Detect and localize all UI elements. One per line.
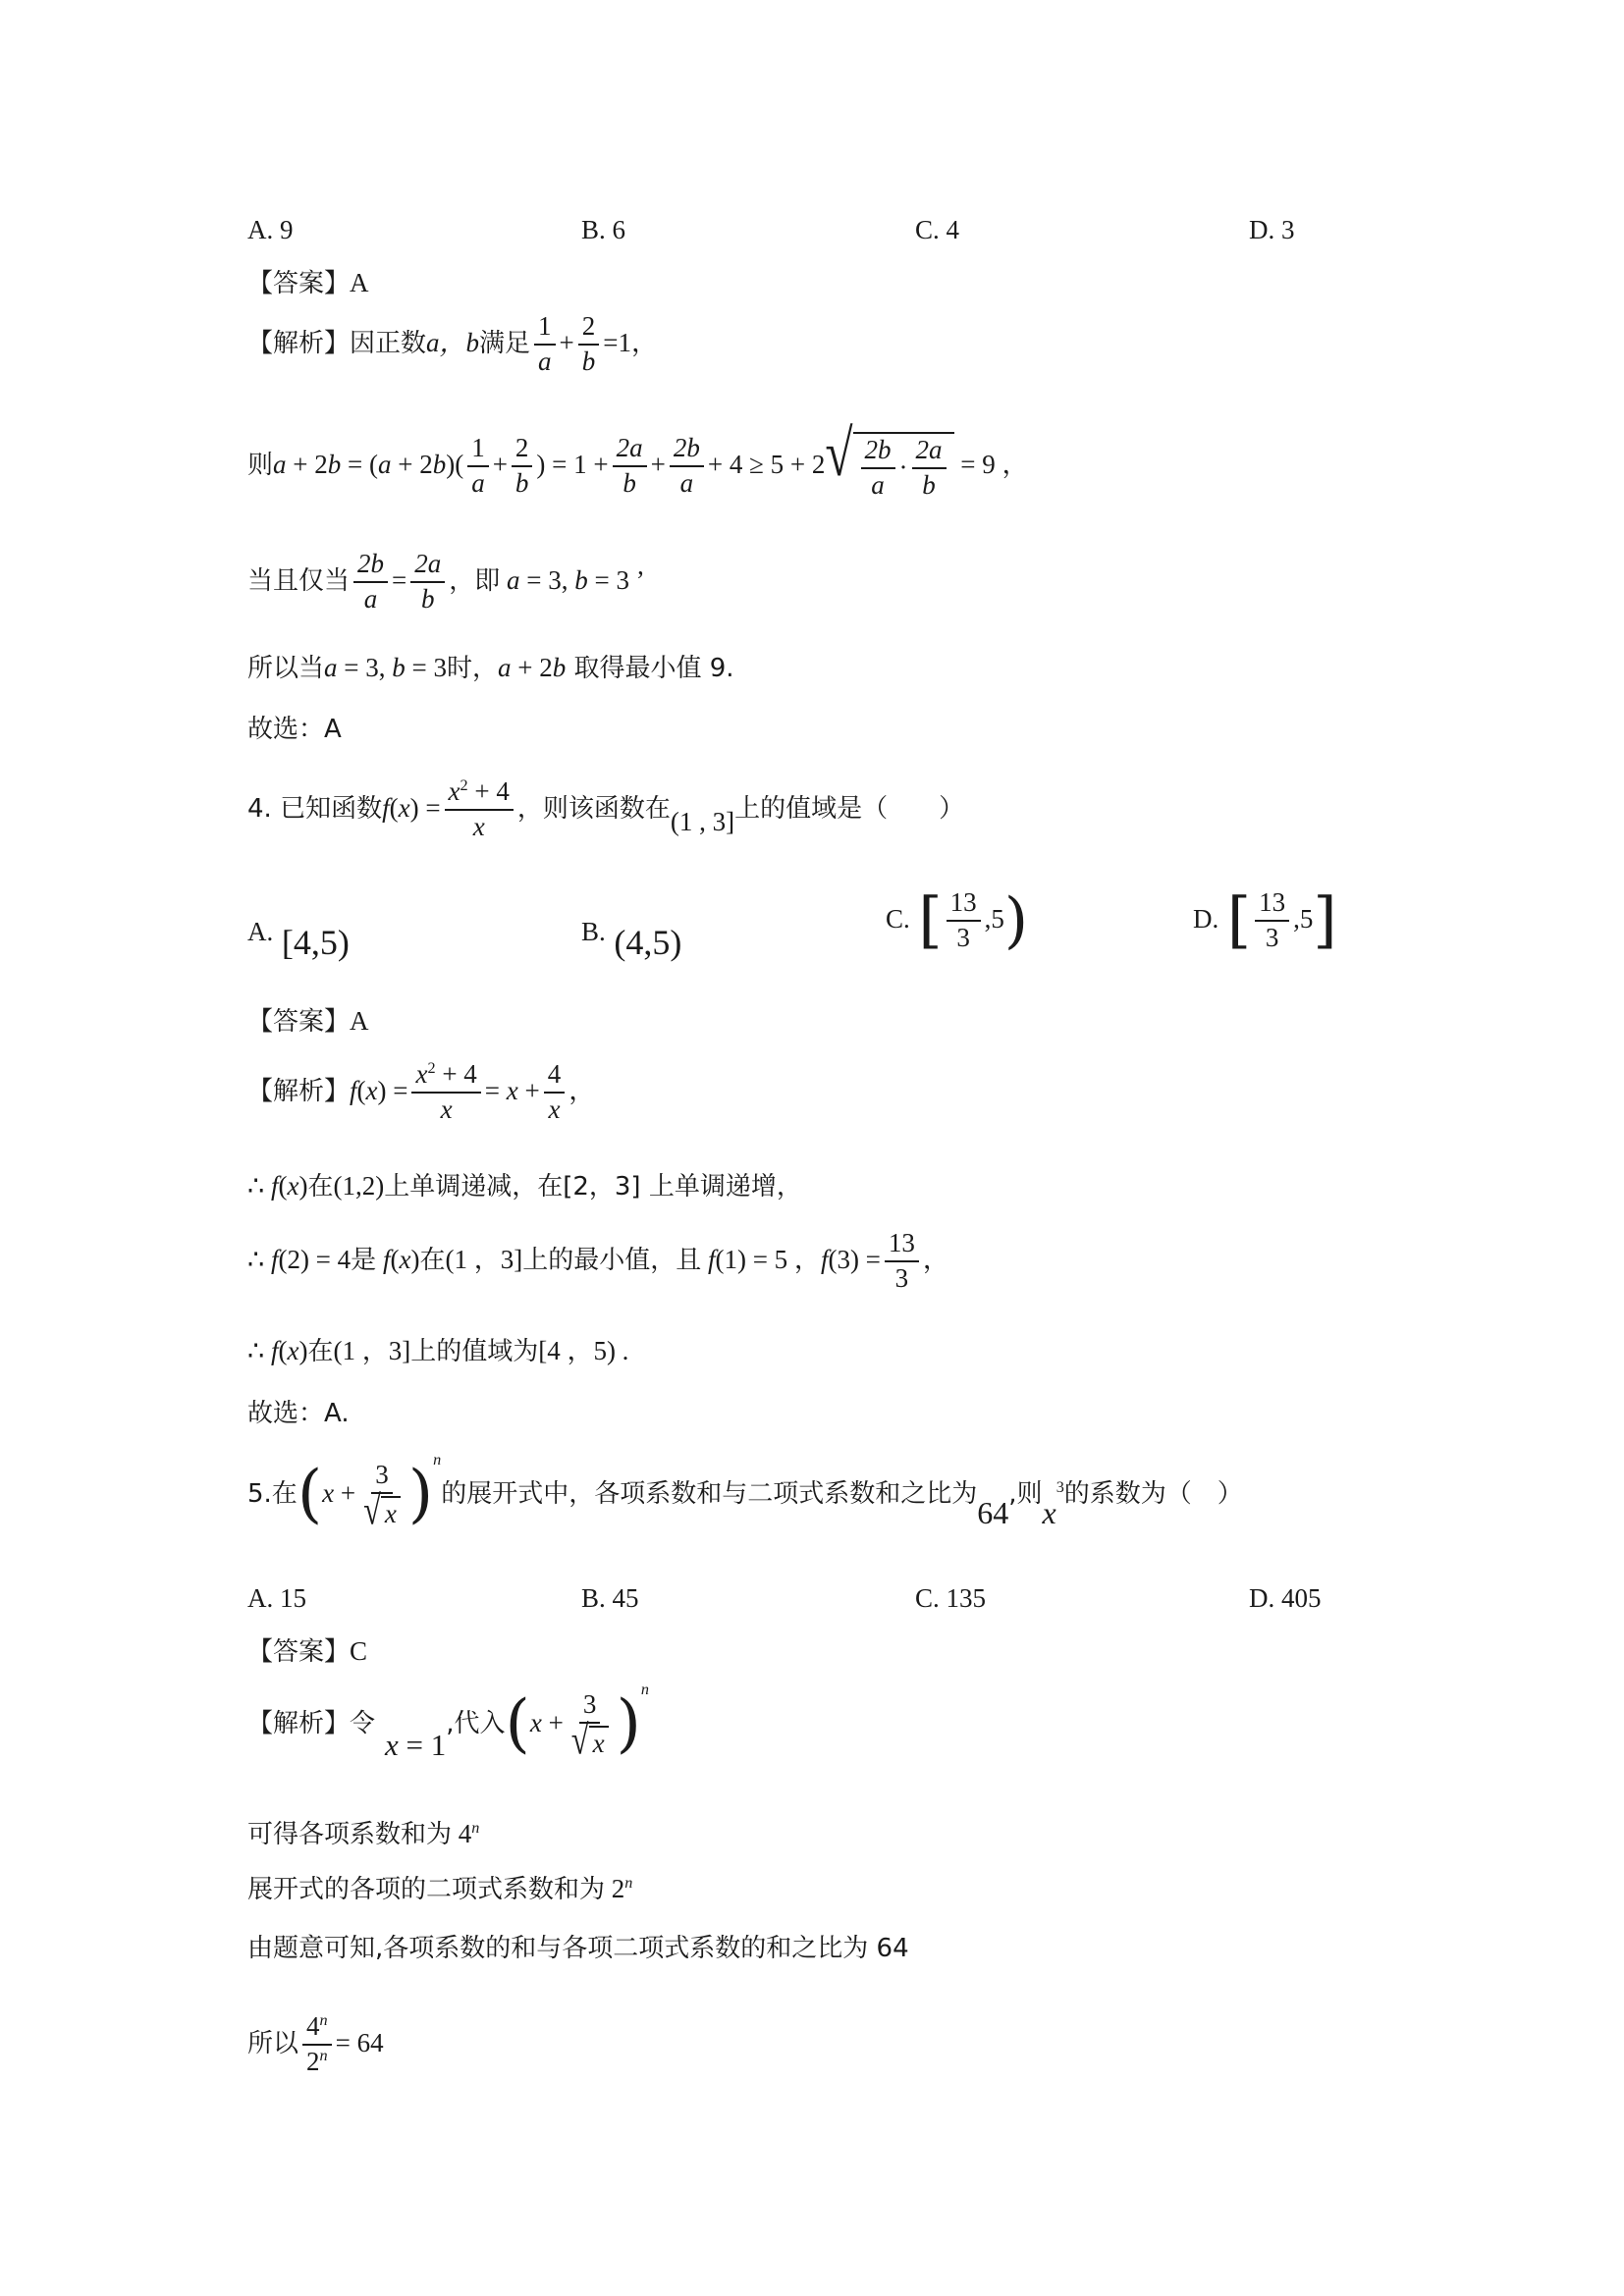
formula: f <box>382 793 390 824</box>
q3-option-c: C. 4 <box>915 215 960 244</box>
q3-answer-line <box>247 267 369 299</box>
analysis-text: ，即 <box>449 566 501 597</box>
answer-label: 【答案】 <box>247 1007 351 1037</box>
q3-option-d: D. 3 <box>1249 215 1295 244</box>
analysis-text: 是 <box>351 1246 377 1276</box>
q4-option-c: C. [ $\frac{13}{3}$ ,5) <box>886 883 1029 956</box>
analysis-label: 【解析】 <box>247 1077 351 1107</box>
q3-analysis-line2: 则a + 2b = (a + 2b)( $\frac{1}{a}$ + $\frac{2}{b}$ ) = 1 + $\frac{2a}{b}$ + $\frac{2b}{a}$ + 4 ≥ 5 + 2 √ $\frac{2b}{a}$ · $\frac{2a}{b}$ = 9 ， <box>247 417 1029 500</box>
analysis-text: 则 <box>247 451 274 481</box>
q3-analysis-line3: 当且仅当 $\frac{2b}{a}$ = $\frac{2a}{b}$ ，即 a = 3, b = 3 ’ <box>247 549 645 614</box>
q5-answer-line <box>247 1635 367 1668</box>
q4-analysis-line3: ∴ f(2) = 4是 f(x)在(1 ，3]上的最小值，且 f(1) = 5 ，f(3) = $\frac{13}{3}$ ， <box>247 1228 949 1293</box>
q3-analysis-line4: 所以当a = 3, b = 3时，a + 2b 取得最小值 9. <box>247 653 734 683</box>
analysis-text: 所以当 <box>247 654 325 683</box>
analysis-text: ,代入 <box>446 1709 506 1739</box>
analysis-label: 【解析】 <box>247 329 351 359</box>
q5-option-d: D. 405 <box>1249 1583 1322 1613</box>
question-text: 4. 已知函数 <box>247 794 383 825</box>
q4-analysis-line1: 【解析】f(x) = $\frac{x^2 + 4}{x}$ = x + $\frac{4}{x}$ ， <box>247 1059 596 1124</box>
q3-choose: 故选：A <box>247 715 342 744</box>
option-label: C. <box>886 904 910 934</box>
analysis-text: 因正数 <box>350 329 427 359</box>
question-text: 的展开式中，各项系数和与二项式系数和之比为 <box>441 1479 978 1510</box>
question-text: 的系数为（ ） <box>1063 1479 1243 1510</box>
analysis-text: 在 <box>419 1246 446 1276</box>
q4-analysis-line4: ∴ f(x)在(1 ，3]上的值域为[4 ，5) . <box>247 1336 629 1366</box>
question-text: ，则该函数在 <box>516 794 671 825</box>
q5-option-b: B. 45 <box>581 1583 639 1613</box>
q5-analysis-line2: 可得各项系数和为 4$^n$ <box>247 1819 480 1849</box>
answer-value: A <box>350 268 369 297</box>
answer-value: A <box>350 1006 369 1036</box>
q4-option-b: B. (4,5) <box>581 917 682 962</box>
answer-label: 【答案】 <box>247 269 351 298</box>
analysis-text: 取得最小值 9. <box>573 654 734 683</box>
analysis-text: 展开式的各项的二项式系数和为 <box>247 1875 606 1904</box>
q5-analysis-line1: 【解析】令x = 1,代入(x + 3 √ x )$^n$ <box>247 1681 649 1764</box>
q4-option-a: A. [4,5) <box>247 917 350 962</box>
q5-stem: 5.在(x + 3 √ x )$^n$的展开式中，各项系数和与二项式系数和之比为64,则$x^3$的系数为（ ） <box>247 1451 1243 1534</box>
analysis-text: 满足 <box>479 329 531 359</box>
q3-analysis-line1: 【解析】因正数a，b满足 $\frac{1}{a}$ + $\frac{2}{b}$ =1， <box>247 311 659 376</box>
answer-value: C <box>350 1636 368 1666</box>
q3-option-a: A. 9 <box>247 215 294 244</box>
variables: a，b <box>426 328 480 358</box>
answer-label: 【答案】 <box>247 1637 351 1667</box>
analysis-text: 所以 <box>247 2029 299 2059</box>
q5-analysis-line5: 所以 $\frac{4^n}{2^n}$ = 64 <box>247 2011 384 2076</box>
q4-option-d: D. [ $\frac{13}{3}$ ,5] <box>1193 883 1337 956</box>
option-label: B. <box>581 917 606 946</box>
option-label: D. <box>1193 904 1219 934</box>
question-text: ,则 <box>1008 1479 1043 1510</box>
analysis-text: 在 <box>307 1172 334 1201</box>
q4-stem: 4. 已知函数f(x) = $\frac{x^2 + 4}{x}$ ，则该函数在(1 , 3]上的值域是（ ） <box>247 776 965 841</box>
formula: $\frac{2}{b}$ <box>578 312 600 376</box>
q5-analysis-line3: 展开式的各项的二项式系数和为 2$^n$ <box>247 1874 633 1904</box>
q5-option-a: A. 15 <box>247 1583 306 1613</box>
analysis-text: 在 <box>307 1337 334 1366</box>
analysis-label: 【解析】 <box>247 1709 351 1739</box>
q4-choose: 故选：A. <box>247 1399 350 1428</box>
question-text: 5.在 <box>247 1479 298 1510</box>
analysis-text: 令 <box>350 1709 376 1739</box>
q5-analysis-line4: 由题意可知,各项系数的和与各项二项式系数的和之比为 64 <box>247 1934 909 1963</box>
analysis-text: 上的最小值，且 <box>522 1246 702 1276</box>
q4-answer-line <box>247 1005 369 1038</box>
formula: a <box>273 450 287 480</box>
question-text: 上的值域是（ ） <box>734 794 965 825</box>
analysis-text: 上单调递减，在[2，3] 上单调递增， <box>384 1172 802 1201</box>
formula: $\frac{1}{a}$ <box>534 312 556 376</box>
option-label: A. <box>247 917 274 946</box>
q5-option-c: C. 135 <box>915 1583 987 1613</box>
analysis-text: 上的值域为 <box>410 1337 539 1366</box>
analysis-text: 时， <box>446 654 498 683</box>
q3-option-b: B. 6 <box>581 215 626 244</box>
analysis-text: 当且仅当 <box>247 566 351 597</box>
analysis-text: 可得各项系数和为 <box>247 1820 453 1849</box>
q4-analysis-line2: ∴ f(x)在(1,2)上单调递减，在[2，3] 上单调递增， <box>247 1171 802 1201</box>
